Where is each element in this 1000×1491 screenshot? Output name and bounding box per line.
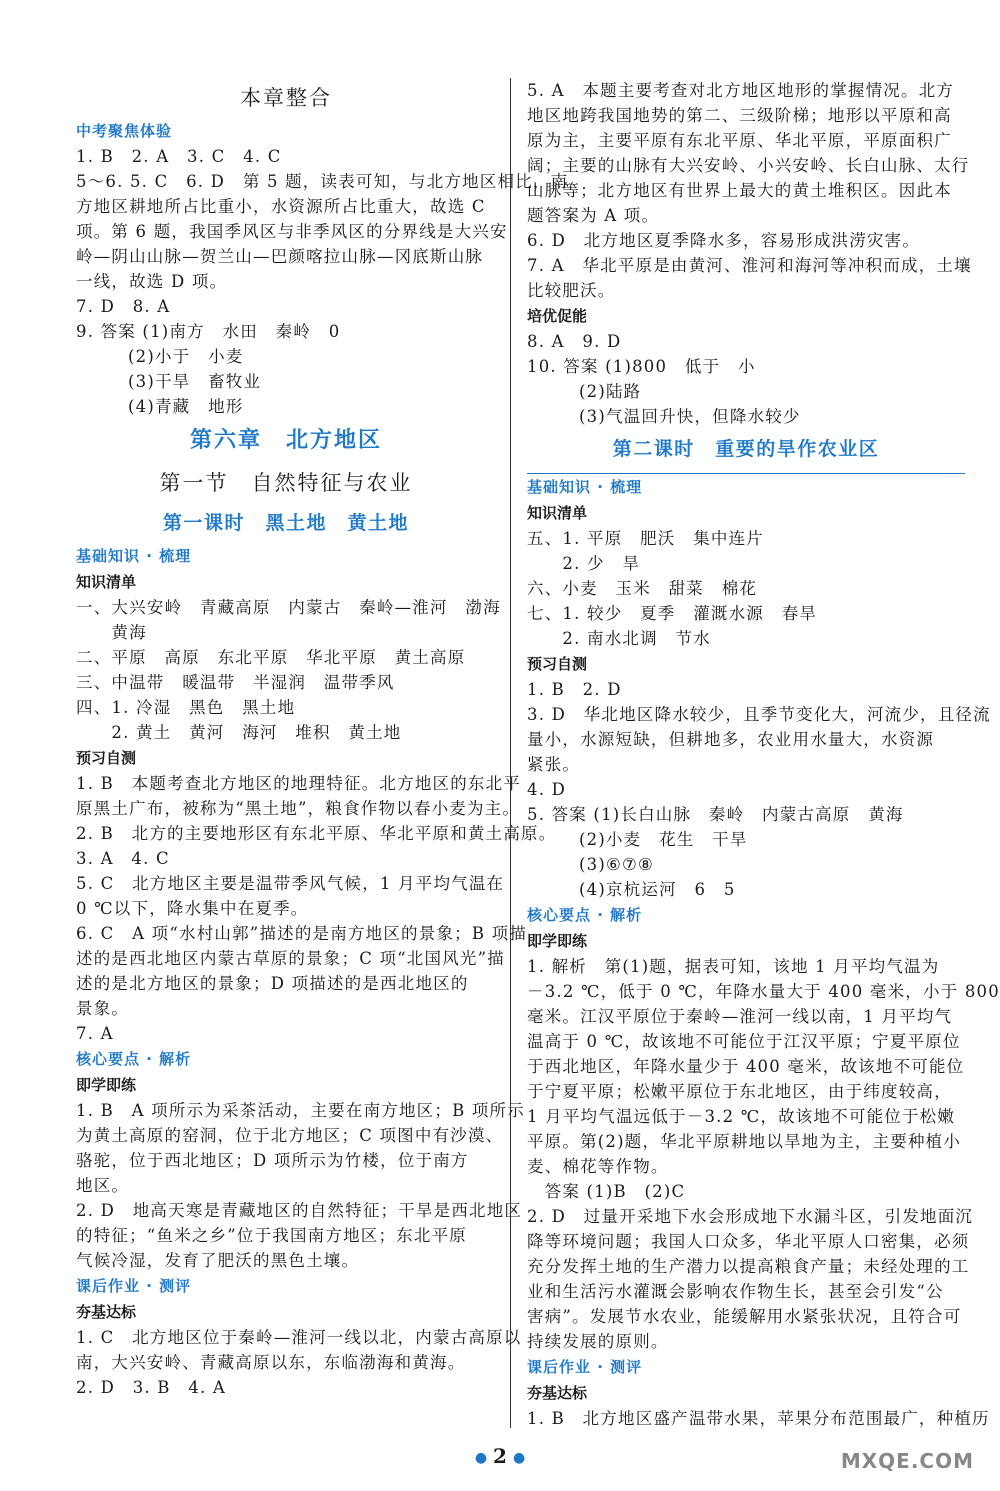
answer-line: 于西北地区，年降水量少于 400 毫米，故该地不可能位 <box>527 1057 965 1076</box>
core-points-heading: 核心要点 · 解析 <box>527 906 643 924</box>
answer-line: 5. A 本题主要考查对北方地区地形的掌握情况。北方 <box>527 81 955 100</box>
answer-line: 题答案为 A 项。 <box>527 206 660 225</box>
answer-line: 1. B 本题考查北方地区的地理特征。北方地区的东北平 <box>76 774 522 793</box>
preview-test-heading: 预习自测 <box>527 655 588 673</box>
answer-line: 1. B A 项所示为采茶活动，主要在南方地区；B 项所示 <box>76 1101 525 1120</box>
knowledge-line: 2. 黄土 黄河 海河 堆积 黄土地 <box>76 723 402 742</box>
answer-line: 地区。 <box>76 1176 130 1195</box>
answer-line: 5. C 北方地区主要是温带季风气候，1 月平均气温在 <box>76 874 505 893</box>
answer-line: 紧张。 <box>527 755 581 774</box>
answer-line: 山脉等；北方地区有世界上最大的黄土堆积区。因此本 <box>527 181 952 200</box>
answer-line: 10. 答案 (1)800 低于 小 <box>527 357 756 376</box>
answer-line: 岭—阴山山脉—贺兰山—巴颜喀拉山脉—冈底斯山脉 <box>76 247 484 266</box>
knowledge-line: 四、1. 冷湿 黑色 黑土地 <box>76 698 296 717</box>
dot-icon: ● <box>512 1449 526 1466</box>
answer-line: 平原。第(2)题，华北平原耕地以旱地为主，主要种植小 <box>527 1132 962 1151</box>
answer-line: 0 ℃以下，降水集中在夏季。 <box>76 899 309 918</box>
chapter-integration-title: 本章整合 <box>240 86 332 110</box>
answer-line: 量小，水源短缺，但耕地多，农业用水量大，水资源 <box>527 730 935 749</box>
knowledge-list-heading: 知识清单 <box>76 573 137 591</box>
right-column <box>527 78 1000 1431</box>
answer-line: 7. D 8. A <box>76 297 171 316</box>
answer-line: 2. B 北方的主要地形区有东北平原、华北平原和黄土高原。 <box>76 824 557 843</box>
answer-line: 答案 (1)B (2)C <box>527 1182 686 1201</box>
homework-heading: 课后作业 · 测评 <box>527 1358 643 1376</box>
answer-line: 南，大兴安岭、青藏高原以东，东临渤海和黄海。 <box>76 1353 466 1372</box>
answer-line: 麦、棉花等作物。 <box>527 1157 669 1176</box>
answer-line: 2. D 地高天寒是青藏地区的自然特征；干旱是西北地区 <box>76 1201 523 1220</box>
answer-line: 述的是西北地区内蒙古草原的景象；C 项“北国风光”描 <box>76 949 505 968</box>
homework-answers <box>527 1406 990 1431</box>
lesson-title: 第二课时 重要的旱作农业区 <box>612 438 880 460</box>
knowledge-line: 五、1. 平原 肥沃 集中连片 <box>527 529 764 548</box>
answer-subline: (3)⑥⑦⑧ <box>579 855 654 874</box>
answer-line: 地区地跨我国地势的第二、三级阶梯；地形以平原和高 <box>527 106 952 125</box>
answer-subline: (2)小麦 花生 干旱 <box>579 830 748 849</box>
answer-line: 1. B 北方地区盛产温带水果，苹果分布范围最广，种植历 <box>527 1409 990 1428</box>
preview-test-heading: 预习自测 <box>76 749 137 767</box>
answer-line: 降等环境问题；我国人口众多，华北平原人口密集，必须 <box>527 1232 970 1251</box>
knowledge-line: 二、平原 高原 东北平原 华北平原 黄土高原 <box>76 648 466 667</box>
answer-line: 毫米。江汉平原位于秦岭—淮河一线以南，1 月平均气 <box>527 1007 953 1026</box>
answer-line: 2. D 3. B 4. A <box>76 1378 227 1397</box>
practice-heading: 即学即练 <box>527 932 588 950</box>
answer-line: 1. B 2. D <box>527 680 622 699</box>
answer-line: 1. C 北方地区位于秦岭—淮河一线以北，内蒙古高原以 <box>76 1328 522 1347</box>
answer-line: 阔；主要的山脉有大兴安岭、小兴安岭、长白山脉、太行 <box>527 156 970 175</box>
answer-line: 7. A 华北平原是由黄河、淮河和海河等冲积而成，土壤 <box>527 256 972 275</box>
answer-line: 3. D 华北地区降水较少，且季节变化大，河流少，且径流 <box>527 705 991 724</box>
homework-heading: 课后作业 · 测评 <box>76 1277 192 1295</box>
page-number-text: 2 <box>493 1444 507 1468</box>
answer-line: 害病”。发展节水农业，能缓解用水紧张状况，且符合可 <box>527 1307 962 1326</box>
answer-line: 述的是北方地区的景象；D 项描述的是西北地区的 <box>76 974 469 993</box>
practice-answers <box>76 1098 525 1273</box>
answer-line: 为黄土高原的窑洞，位于北方地区；C 项图中有沙漠、 <box>76 1126 504 1145</box>
continued-answers <box>527 78 972 303</box>
basic-knowledge-heading: 基础知识 · 梳理 <box>527 478 643 496</box>
answer-line: 原为主，主要平原有东北平原、华北平原，平原面积广 <box>527 131 952 150</box>
answer-line: 1. 解析 第(1)题，据表可知，该地 1 月平均气温为 <box>527 957 940 976</box>
answer-line: 比较肥沃。 <box>527 281 616 300</box>
answer-subline: (4)青藏 地形 <box>128 397 244 416</box>
exam-section-heading: 中考聚焦体验 <box>76 122 173 140</box>
answer-line: 2. D 过量开采地下水会形成地下水漏斗区，引发地面沉 <box>527 1207 974 1226</box>
answer-line: 方地区耕地所占比重小，水资源所占比重大，故选 C <box>76 197 486 216</box>
knowledge-line: 黄海 <box>76 623 147 642</box>
answer-line: 景象。 <box>76 999 130 1018</box>
knowledge-list <box>76 595 501 745</box>
answer-line: 温高于 0 ℃，故该地不可能位于江汉平原；宁夏平原位 <box>527 1032 961 1051</box>
answer-subline: (3)干旱 畜牧业 <box>128 372 262 391</box>
answer-line: 持续发展的原则。 <box>527 1332 669 1351</box>
basic-knowledge-heading: 基础知识 · 梳理 <box>76 547 192 565</box>
lesson-title: 第一课时 黑土地 黄土地 <box>162 512 409 534</box>
answer-line: 6. D 北方地区夏季降水多，容易形成洪涝灾害。 <box>527 231 921 250</box>
answer-line: 1 月平均气温远低于－3.2 ℃，故该地不可能位于松嫩 <box>527 1107 956 1126</box>
dot-icon: ● <box>474 1449 488 1466</box>
answer-line: 业和生活污水灌溉会影响农作物生长，甚至会引发“公 <box>527 1282 944 1301</box>
answer-line: 9. 答案 (1)南方 水田 秦岭 0 <box>76 322 341 341</box>
answer-line: －3.2 ℃，低于 0 ℃，年降水量大于 400 毫米，小于 800 <box>527 982 1000 1001</box>
improve-heading: 培优促能 <box>527 307 588 325</box>
answer-line: 5～6. 5. C 6. D 第 5 题，读表可知，与北方地区相比，南 <box>76 172 569 191</box>
knowledge-list-heading: 知识清单 <box>527 504 588 522</box>
answer-line: 骆驼，位于西北地区；D 项所示为竹楼，位于南方 <box>76 1151 469 1170</box>
answer-line: 1. B 2. A 3. C 4. C <box>76 147 282 166</box>
knowledge-list <box>527 526 965 651</box>
answer-line: 的特征；“鱼米之乡”位于我国南方地区；东北平原 <box>76 1226 467 1245</box>
answer-line: 6. C A 项“水村山郭”描述的是南方地区的景象；B 项描 <box>76 924 528 943</box>
preview-answers <box>527 677 991 902</box>
answer-line: 一线，故选 D 项。 <box>76 272 228 291</box>
answer-line: 项。第 6 题，我国季风区与非季风区的分界线是大兴安 <box>76 222 508 241</box>
basic-goal-heading: 夯基达标 <box>76 1303 137 1321</box>
answer-line: 4. D <box>527 780 567 799</box>
basic-goal-heading: 夯基达标 <box>527 1384 588 1402</box>
practice-answers <box>527 954 1000 1354</box>
knowledge-line: 七、1. 较少 夏季 灌溉水源 春旱 <box>527 604 818 623</box>
answer-line: 原黑土广布，被称为“黑土地”，粮食作物以春小麦为主。 <box>76 799 521 818</box>
practice-heading: 即学即练 <box>76 1076 137 1094</box>
answer-subline: (2)陆路 <box>579 382 642 401</box>
answer-subline: (4)京杭运河 6 5 <box>579 880 736 899</box>
chapter-title: 第六章 北方地区 <box>189 428 382 453</box>
answer-line: 5. 答案 (1)长白山脉 秦岭 内蒙古高原 黄海 <box>527 805 904 824</box>
answer-line: 充分发挥土地的生产潜力以提高粮食产量；未经处理的工 <box>527 1257 970 1276</box>
answer-line: 7. A <box>76 1024 114 1043</box>
knowledge-line: 2. 少 旱 <box>527 554 641 573</box>
section-title: 第一节 自然特征与农业 <box>159 471 413 495</box>
answer-line: 3. A 4. C <box>76 849 170 868</box>
knowledge-line: 一、大兴安岭 青藏高原 内蒙古 秦岭—淮河 渤海 <box>76 598 501 617</box>
watermark: MXQE.COM <box>840 1449 974 1473</box>
answer-subline: (2)小于 小麦 <box>128 347 244 366</box>
column-divider <box>510 78 511 1428</box>
knowledge-line: 六、小麦 玉米 甜菜 棉花 <box>527 579 758 598</box>
improve-answers <box>527 329 965 429</box>
answer-line: 气候冷湿，发育了肥沃的黑色土壤。 <box>76 1251 360 1270</box>
answer-subline: (3)气温回升快，但降水较少 <box>579 407 801 426</box>
homework-answers <box>76 1325 522 1400</box>
knowledge-line: 2. 南水北调 节水 <box>527 629 711 648</box>
knowledge-line: 三、中温带 暖温带 半湿润 温带季风 <box>76 673 395 692</box>
core-points-heading: 核心要点 · 解析 <box>76 1050 192 1068</box>
answer-line: 于宁夏平原；松嫩平原位于东北地区，由于纬度较高， <box>527 1082 952 1101</box>
answer-line: 8. A 9. D <box>527 332 622 351</box>
